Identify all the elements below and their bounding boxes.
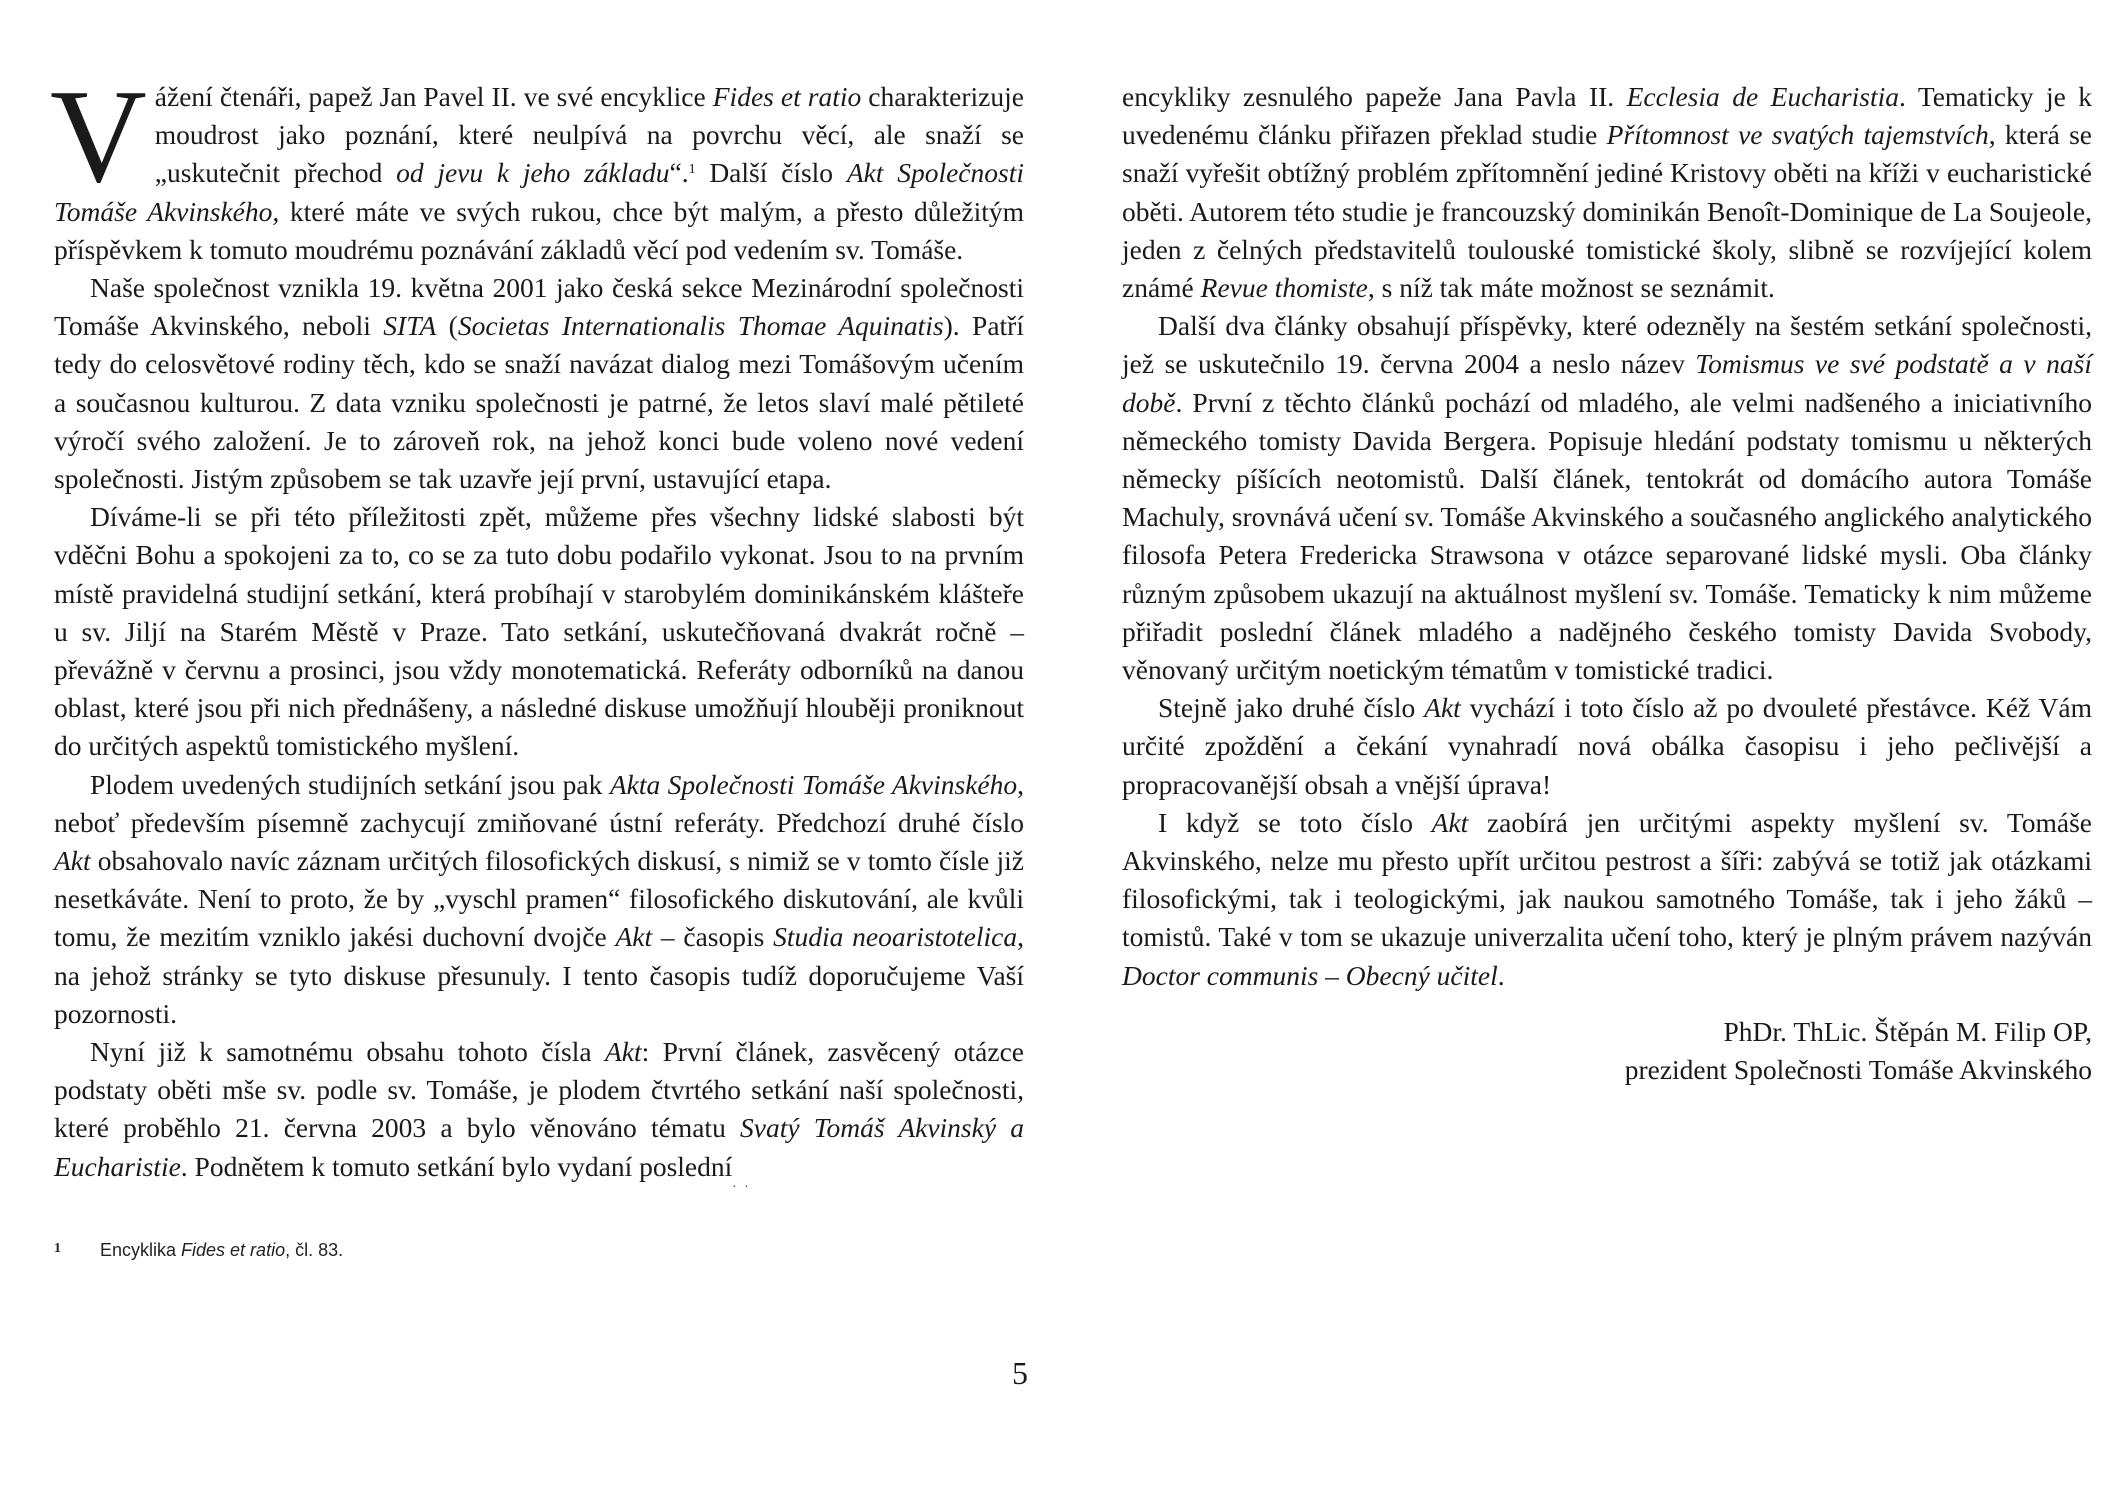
paragraph-5: Nyní již k samotnému obsahu tohoto čísla Akt: První článek, zasvěcený otázce podstaty oběti mše sv. podle sv. Tomáše, je plodem čtvrtého setkání naší společnosti, které proběhlo 21. června 2003 a bylo věnováno tématu Svatý Tomáš Akvinský a Eucharistie. Podnětem k tomuto setkání bylo vydaní poslední — [54, 1036, 1025, 1182]
footnote-mark: 1 — [54, 1241, 61, 1256]
left-column — [50, 62, 1025, 1186]
paragraph-1: Vážení čtenáři, papež Jan Pavel II. ve své encyklice Fides et ratio charakterizuje moudrost jako poznání, které neulpívá na povrchu věcí, ale snaží se „uskutečnit přechod od jevu k jeho základu“.$^1$ Další číslo Akt Společnosti Tomáše Akvinského, které máte ve svých rukou, chce být malým, a přesto důležitým příspěvkem k tomuto moudrému poznávání základů věcí pod vedením sv. Tomáše. — [50, 62, 1024, 265]
scan-mark: · · — [732, 1180, 751, 1195]
page-number: 5 — [1012, 1355, 1028, 1391]
paragraph-4: Plodem uvedených studijních setkání jsou pak Akta Společnosti Tomáše Akvinského, neboť především písemně zachycují zmiňované ústní referáty. Předchozí druhé číslo Akt obsahovalo navíc záznam určitých filosofických diskusí, s nimiž se v tomto čísle již nesetkáváte. Není to proto, že by „vyschl pramen“ filosofického diskutování, ale kvůli tomu, že mezitím vzniklo jakési duchovní dvojče Akt – časopis Studia neoaristotelica, na jehož stránky se tyto diskuse přesunuly. I tento časopis tudíž doporučujeme Vaší pozornosti. — [54, 768, 1024, 1029]
paragraph-2: Naše společnost vznikla 19. května 2001 jako česká sekce Mezinárodní společnosti Tomáše Akvinského, neboli SITA (Societas Internationalis Thomae Aquinatis). Patří tedy do celosvětové rodiny těch, kdo se snaží navázat dialog mezi Tomášovým učením a současnou kulturou. Z data vzniku společnosti je patrné, že letos slaví malé pětileté výročí svého založení. Je to zároveň rok, na jehož konci bude voleno nové vedení společnosti. Jistým způsobem se tak uzavře její první, ustavující etapa. — [54, 272, 1024, 495]
signature — [1122, 1013, 2092, 1089]
paragraph-3: Díváme-li se při této příležitosti zpět, můžeme přes všechny lidské slabosti být vděčni Bohu a spokojeni za to, co se za tuto dobu podařilo vykonat. Jsou to na prvním místě pravidelná studijní setkání, která probíhají v starobylém dominikánském klášteře u sv. Jiljí na Starém Městě v Praze. Tato setkání, uskutečňovaná dvakrát ročně – převážně v červnu a prosinci, jsou vždy monotematická. Referáty odborníků na danou oblast, které jsou při nich přednášeny, a následné diskuse umožňují hlouběji proniknout do určitých aspektů tomistického myšlení. — [54, 501, 1024, 762]
right-column — [1122, 78, 2092, 995]
paragraph-8: Stejně jako druhé číslo Akt vychází i toto číslo až po dvouleté přestávce. Kéž Vám určité zpoždění a čekání vynahradí nová obálka časopisu i jeho pečlivější a propracovanější obsah a vnější úprava! — [1122, 692, 2092, 800]
paragraph-6: encykliky zesnulého papeže Jana Pavla II. Ecclesia de Eucharistia. Tematicky je k uvedenému článku přiřazen překlad studie Přítomnost ve svatých tajemstvích, která se snaží vyřešit obtížný problém zpřítomnění jediné Kristovy oběti na kříži v eucharistické oběti. Autorem této studie je francouzský dominikán Benoît-Dominique de La Soujeole, jeden z čelných představitelů toulouské tomistické školy, slibně se rozvíjející kolem známé Revue thomiste, s níž tak máte možnost se seznámit. — [1122, 81, 2092, 304]
drop-cap: V — [50, 62, 147, 210]
paragraph-9: I když se toto číslo Akt zaobírá jen určitými aspekty myšlení sv. Tomáše Akvinského, nelze mu přesto upřít určitou pestrost a šíři: zabývá se totiž jak otázkami filosofickými, tak i teologickými, jak naukou samotného Tomáše, tak i jeho žáků – tomistů. Také v tom se ukazuje univerzalita učení toho, který je plným právem nazýván Doctor communis – Obecný učitel. — [1122, 806, 2092, 991]
signature-title: prezident Společnosti Tomáše Akvinského — [1624, 1054, 2092, 1086]
paragraph-7: Další dva články obsahují příspěvky, které odezněly na šestém setkání společnosti, jež se uskutečnilo 19. června 2004 a neslo název Tomismus ve své podstatě a v naší době. První z těchto článků pochází od mladého, ale velmi nadšeného a iniciativního německého tomisty Davida Bergera. Popisuje hledání podstaty tomismu u některých německy píšících neotomistů. Další článek, tentokrát od domácího autora Tomáše Machuly, srovnává učení sv. Tomáše Akvinského a současného anglického analytického filosofa Petera Fredericka Strawsona v otázce separované lidské mysli. Oba články různým způsobem ukazují na aktuálnost myšlení sv. Tomáše. Tematicky k nim můžeme přiřadit poslední článek mladého a nadějného českého tomisty Davida Svobody, věnovaný určitým noetickým tématům v tomistické tradici. — [1122, 310, 2092, 686]
footnote: 1 Encyklika Fides et ratio, čl. 83. — [54, 1240, 344, 1260]
footnote-reference[interactable]: 1 — [688, 162, 696, 178]
signature-name: PhDr. ThLic. Štěpán M. Filip OP, — [1723, 1016, 2092, 1047]
